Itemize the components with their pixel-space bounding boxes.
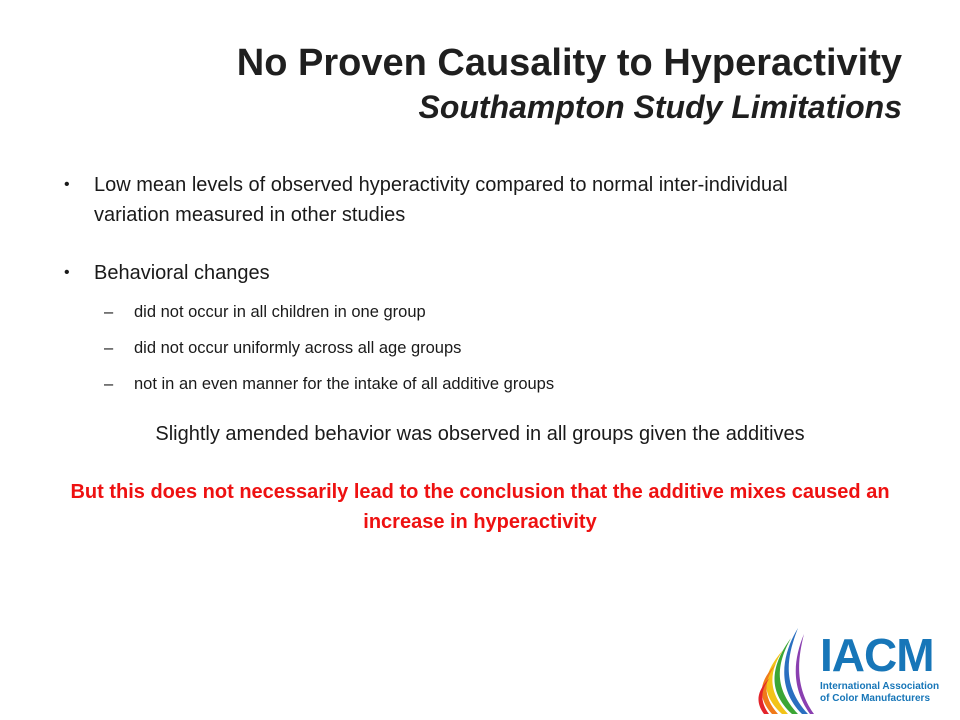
sub-bullet-text: did not occur in all children in one group	[134, 303, 426, 321]
logo-caption	[820, 681, 939, 705]
dash-icon: –	[104, 303, 114, 321]
sub-bullet-item	[94, 294, 860, 330]
bullet-text: Behavioral changes	[94, 262, 270, 284]
dash-icon: –	[104, 339, 114, 357]
logo-caption-line: of Color Manufacturers	[820, 693, 931, 704]
sub-bullet-item	[94, 330, 860, 366]
bullet-text: Low mean levels of observed hyperactivity compared to normal inter-individual variation measured in other studies	[94, 174, 788, 226]
dash-icon: –	[104, 375, 114, 393]
sub-bullet-text: did not occur uniformly across all age groups	[134, 339, 462, 357]
conclusion-text: But this does not necessarily lead to the conclusion that the additive mixes caused an increase in hyperactivity	[70, 481, 890, 533]
logo-wordmark: IACM	[820, 629, 934, 681]
slide-subtitle: Southampton Study Limitations	[418, 89, 902, 125]
logo-swoosh-icon	[758, 624, 820, 716]
title-block	[237, 40, 902, 128]
bullet-icon: •	[64, 176, 70, 193]
slide-title: No Proven Causality to Hyperactivity	[236, 42, 902, 84]
sub-bullet-list	[94, 294, 860, 402]
bullet-item	[60, 170, 860, 230]
iacm-logo	[758, 624, 948, 716]
bullet-item	[60, 258, 860, 402]
bullet-icon: •	[64, 264, 70, 281]
bullet-list	[60, 170, 860, 402]
sub-bullet-item	[94, 366, 860, 402]
sub-bullet-text: not in an even manner for the intake of all additive groups	[134, 375, 555, 393]
logo-caption-line: International Association	[820, 681, 940, 692]
statement-text: Slightly amended behavior was observed in all groups given the additives	[155, 423, 805, 445]
